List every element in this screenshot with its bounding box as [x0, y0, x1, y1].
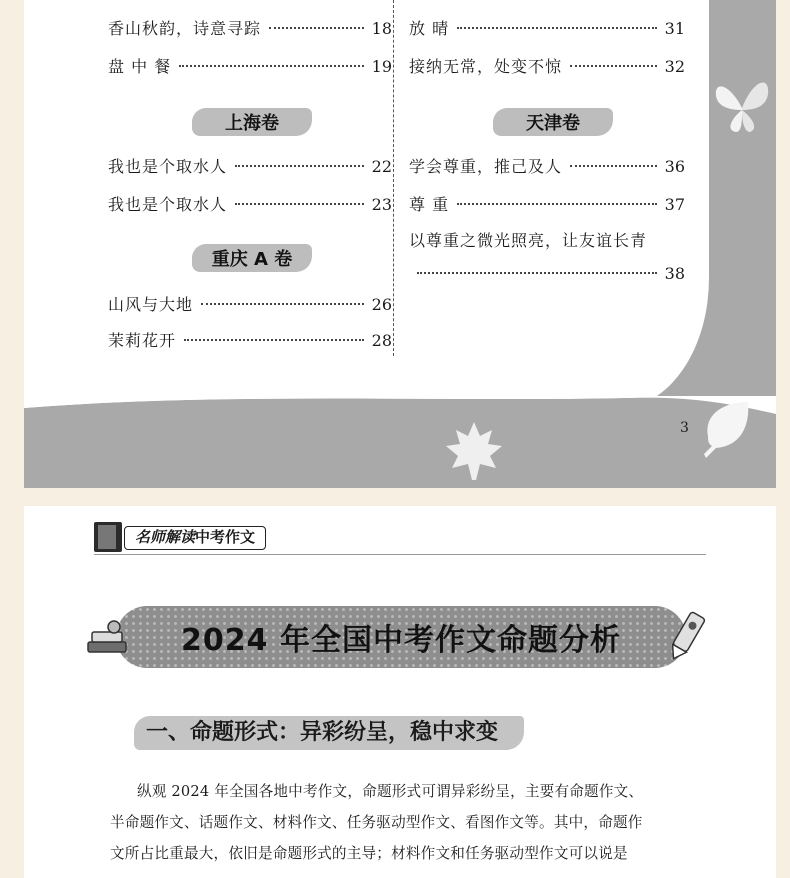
header-rule: [94, 554, 706, 555]
toc-entry-title: 以尊重之微光照亮，让友谊长青: [409, 231, 648, 250]
toc-entry[interactable]: [108, 154, 392, 184]
banner-title: 2024 年全国中考作文命题分析: [181, 623, 621, 658]
leader-dots: [179, 65, 363, 67]
leader-dots: [570, 165, 657, 167]
toc-entry-page: 26: [371, 295, 392, 314]
article-page: [24, 506, 776, 878]
toc-entry[interactable]: [409, 54, 685, 84]
paragraph-line: 纵观 2024 年全国各地中考作文，命题形式可谓异彩纷呈，主要有命题作文、: [137, 783, 644, 800]
toc-entry-title: 我也是个取水人: [108, 157, 228, 176]
toc-entry-page: 36: [664, 157, 685, 176]
toc-entry-title: 学会尊重，推己及人: [409, 157, 563, 176]
toc-entry[interactable]: [108, 328, 392, 358]
leader-dots: [570, 65, 657, 67]
leader-dots: [457, 203, 657, 205]
toc-entry-page: 19: [371, 57, 392, 76]
leader-dots: [269, 27, 364, 29]
toc-entry[interactable]: [409, 154, 685, 184]
decor-wave: [24, 396, 776, 436]
toc-entry-title: 接纳无常，处变不惊: [409, 57, 563, 76]
toc-entry-title: 我也是个取水人: [108, 195, 228, 214]
section-heading-shanghai: 上海卷: [192, 102, 312, 142]
leader-dots: [417, 272, 657, 274]
leader-dots: [235, 165, 364, 167]
leaf-icon: [698, 396, 756, 460]
header-series-name: 名师解读: [135, 528, 196, 546]
toc-entry-title: 茉莉花开: [108, 331, 177, 350]
paragraph-line: 半命题作文、话题作文、材料作文、任务驱动型作文、看图作文等。其中，命题作: [110, 814, 643, 831]
toc-entry-title: 盘 中 餐: [108, 57, 172, 76]
maple-leaf-icon: [442, 418, 506, 482]
toc-entry-title: 放 晴: [409, 19, 450, 38]
toc-entry-page: 31: [664, 19, 685, 38]
toc-entry[interactable]: [108, 16, 392, 46]
paragraph-line: 文所占比重最大，依旧是命题形式的主导；材料作文和任务驱动型作文可以说是: [110, 845, 628, 862]
book-icon: [94, 522, 122, 552]
toc-entry-page: 38: [664, 264, 685, 283]
toc-page: [24, 0, 776, 488]
toc-entry[interactable]: [409, 16, 685, 46]
toc-entry-page: 37: [664, 195, 685, 214]
leader-dots: [235, 203, 364, 205]
toc-entry-title: 山风与大地: [108, 295, 194, 314]
toc-entry[interactable]: [108, 292, 392, 322]
section-title: 一、命题形式：异彩纷呈，稳中求变: [134, 712, 534, 754]
toc-entry-page: 18: [371, 19, 392, 38]
toc-entry-page: 22: [371, 157, 392, 176]
leader-dots: [201, 303, 364, 305]
toc-entry-page: 28: [371, 331, 392, 350]
toc-entry-title: 尊 重: [409, 195, 450, 214]
header-subject: 中考作文: [195, 528, 256, 546]
leader-dots: [457, 27, 657, 29]
toc-entry[interactable]: [409, 192, 685, 222]
column-divider: [393, 0, 394, 356]
toc-entry[interactable]: [409, 228, 685, 258]
section-heading-tianjin: 天津卷: [493, 102, 613, 142]
toc-entry-page: 32: [664, 57, 685, 76]
leader-dots: [184, 339, 364, 341]
toc-entry-continuation[interactable]: [409, 264, 685, 294]
page-number: 3: [680, 420, 689, 436]
toc-entry[interactable]: [108, 192, 392, 222]
toc-entry-title: 香山秋韵，诗意寻踪: [108, 19, 262, 38]
section-heading-chongqing: 重庆 A 卷: [192, 238, 312, 278]
toc-entry-page: 23: [371, 195, 392, 214]
toc-entry[interactable]: [108, 54, 392, 84]
body-paragraph: [110, 776, 730, 869]
butterfly-icon: [712, 70, 772, 140]
running-header: [94, 520, 324, 554]
